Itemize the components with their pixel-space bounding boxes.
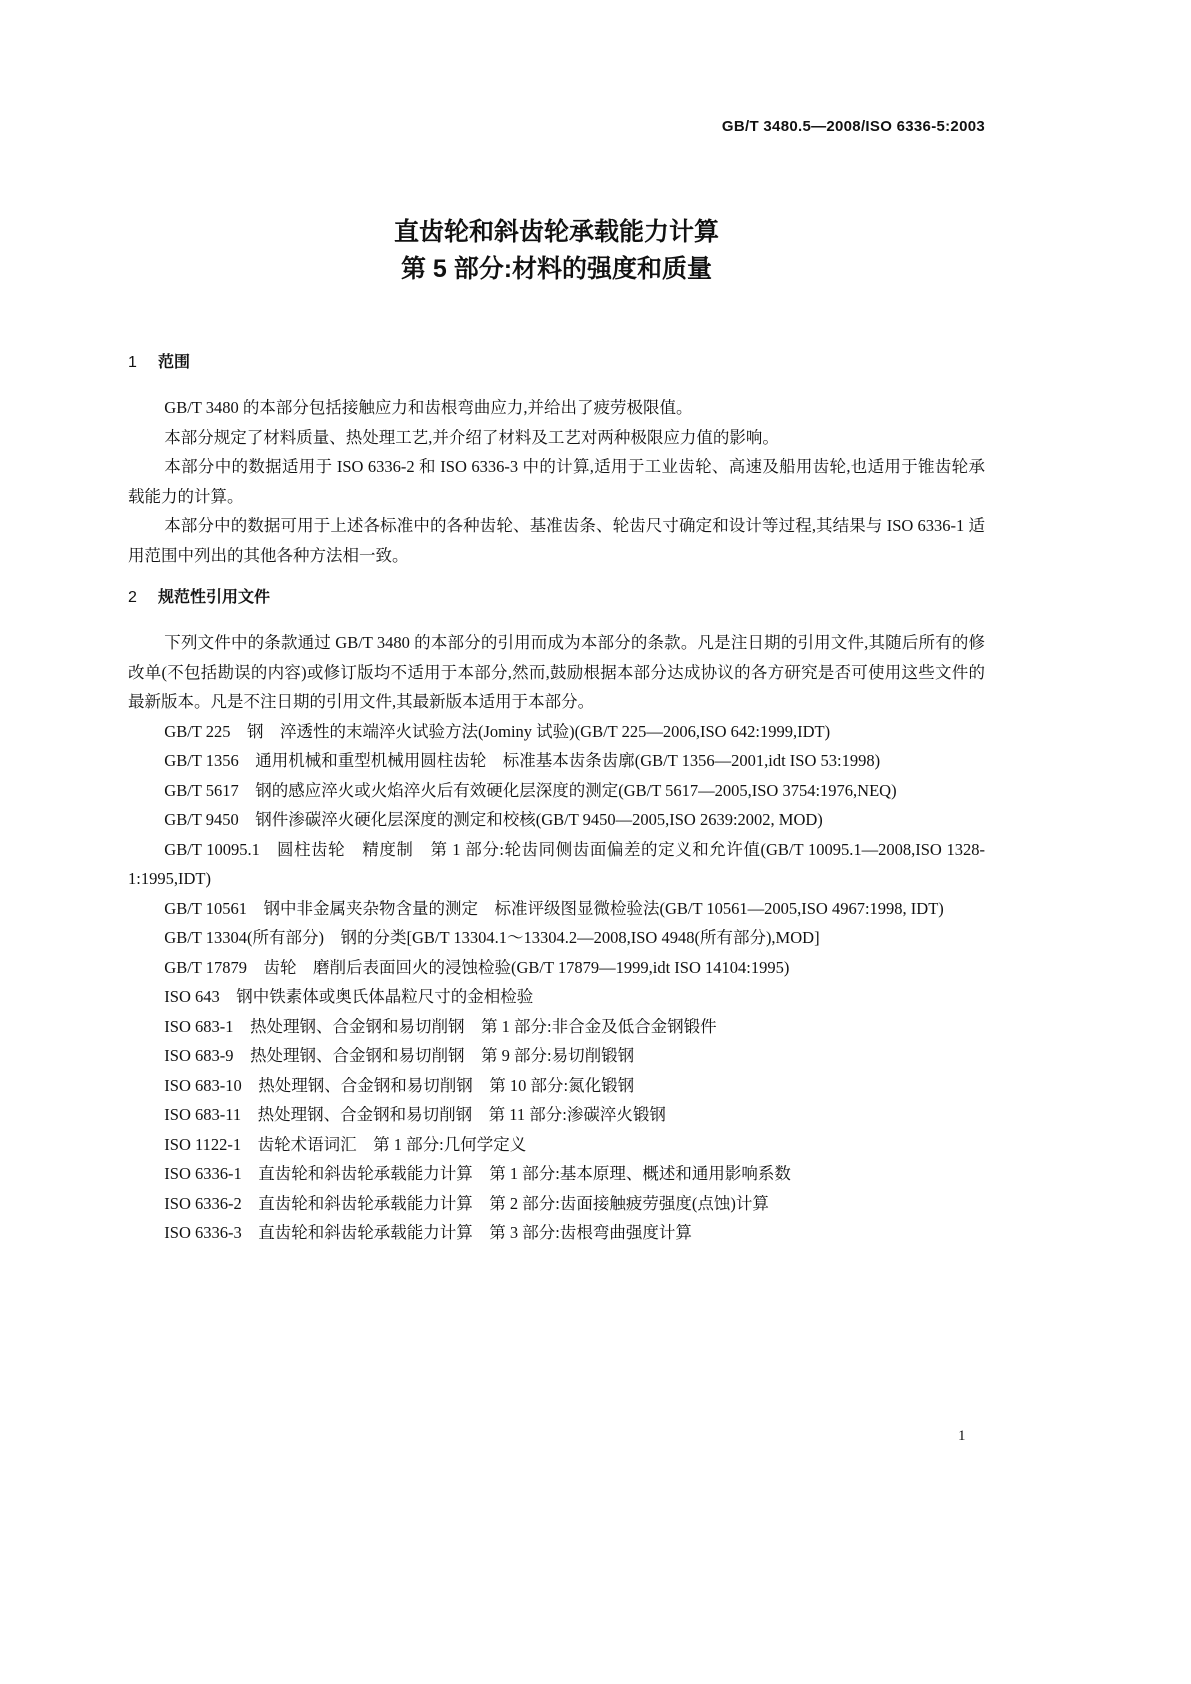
reference-title: 直齿轮和斜齿轮承载能力计算 第 3 部分:齿根弯曲强度计算 (258, 1223, 692, 1242)
document-header: GB/T 3480.5—2008/ISO 6336-5:2003 (721, 118, 985, 135)
reference-code: GB/T 1356 (164, 751, 239, 770)
title-line-1: 直齿轮和斜齿轮承载能力计算 (393, 218, 719, 246)
reference-item (128, 953, 985, 983)
reference-code: ISO 6336-2 (164, 1193, 242, 1213)
reference-code: ISO 643 (164, 987, 220, 1006)
reference-code: ISO 683-11 (164, 1105, 242, 1124)
title-line-2: 第 5 部分:材料的强度和质量 (400, 255, 713, 283)
reference-item (128, 1218, 985, 1248)
reference-title: 直齿轮和斜齿轮承载能力计算 第 1 部分:基本原理、概述和通用影响系数 (258, 1164, 791, 1183)
section-title: 范围 (158, 354, 191, 371)
reference-title: 直齿轮和斜齿轮承载能力计算 第 2 部分:齿面接触疲劳强度(点蚀)计算 (258, 1193, 769, 1213)
paragraph: 本部分中的数据适用于 ISO 6336-2 和 ISO 6336-3 中的计算,适用于工业齿轮、高速及船用齿轮,也适用于锥齿轮承载能力的计算。 (128, 457, 985, 506)
reference-title: 热处理钢、合金钢和易切削钢 第 10 部分:氮化锻钢 (258, 1075, 635, 1095)
section-2-heading (128, 583, 985, 613)
reference-item (128, 894, 985, 924)
reference-code: ISO 6336-3 (164, 1223, 242, 1242)
reference-item (128, 717, 985, 747)
reference-code: ISO 683-10 (164, 1075, 242, 1095)
section-number: 2 (128, 589, 137, 606)
reference-item (128, 1159, 985, 1189)
reference-item (128, 746, 985, 776)
reference-list (128, 717, 985, 1248)
reference-code: ISO 683-9 (164, 1046, 234, 1065)
reference-item (128, 1130, 985, 1160)
reference-item (128, 1041, 985, 1071)
reference-title: 热处理钢、合金钢和易切削钢 第 9 部分:易切削锻钢 (250, 1046, 635, 1065)
reference-code: ISO 683-1 (164, 1016, 234, 1036)
reference-code: GB/T 13304(所有部分) (164, 928, 324, 947)
reference-title: 通用机械和重型机械用圆柱齿轮 标准基本齿条齿廓(GB/T 1356—2001,idt ISO 53:1998) (255, 751, 881, 770)
page-number: 1 (958, 1428, 966, 1444)
reference-item (128, 923, 985, 953)
paragraph: 本部分规定了材料质量、热处理工艺,并介绍了材料及工艺对两种极限应力值的影响。 (164, 427, 779, 447)
reference-item (128, 1012, 985, 1042)
reference-title: 钢的感应淬火或火焰淬火后有效硬化层深度的测定(GB/T 5617—2005,ISO 3754:1976,NEQ) (255, 780, 897, 800)
section-1-heading (128, 348, 985, 378)
reference-code: GB/T 9450 (164, 810, 239, 829)
reference-title: 齿轮术语词汇 第 1 部分:几何学定义 (257, 1134, 527, 1154)
paragraph: GB/T 3480 的本部分包括接触应力和齿根弯曲应力,并给出了疲劳极限值。 (164, 398, 693, 417)
reference-title: 热处理钢、合金钢和易切削钢 第 11 部分:渗碳淬火锻钢 (257, 1105, 666, 1124)
section-number: 1 (128, 354, 137, 371)
document-title (128, 214, 985, 288)
reference-title: 钢件渗碳淬火硬化层深度的测定和校核(GB/T 9450—2005,ISO 2639:2002, MOD) (255, 810, 823, 829)
reference-code: GB/T 225 (164, 721, 231, 741)
section-1-body (128, 393, 985, 570)
paragraph: 下列文件中的条款通过 GB/T 3480 的本部分的引用而成为本部分的条款。凡是注日期的引用文件,其随后所有的修改单(不包括勘误的内容)或修订版均不适用于本部分,然而,鼓励根据本部分达成协议的各方研究是否可使用这些文件的最新版本。凡是不注日期的引用文件,其最新版本适用于本部分。 (128, 633, 985, 711)
reference-title: 圆柱齿轮 精度制 第 1 部分:轮齿同侧齿面偏差的定义和允许值(GB/T 10095.1—2008,ISO 1328-1:1995,IDT) (128, 839, 985, 888)
reference-item (128, 835, 985, 894)
section-2-body (128, 628, 985, 1248)
reference-title: 齿轮 磨削后表面回火的浸蚀检验(GB/T 17879—1999,idt ISO 14104:1995) (263, 957, 790, 977)
reference-item (128, 982, 985, 1012)
reference-title: 钢的分类[GB/T 13304.1～13304.2—2008,ISO 4948(所有部分),MOD] (340, 928, 820, 947)
reference-item (128, 1189, 985, 1219)
reference-title: 钢 淬透性的末端淬火试验方法(Jominy 试验)(GB/T 225—2006,ISO 642:1999,IDT) (246, 721, 831, 741)
reference-item (128, 805, 985, 835)
paragraph: 本部分中的数据可用于上述各标准中的各种齿轮、基准齿条、轮齿尺寸确定和设计等过程,其结果与 ISO 6336-1 适用范围中列出的其他各种方法相一致。 (128, 516, 985, 565)
reference-item (128, 1100, 985, 1130)
reference-title: 钢中铁素体或奥氏体晶粒尺寸的金相检验 (236, 987, 534, 1006)
reference-code: GB/T 17879 (164, 957, 247, 977)
reference-title: 热处理钢、合金钢和易切削钢 第 1 部分:非合金及低合金钢锻件 (250, 1016, 717, 1036)
reference-code: GB/T 10095.1 (164, 839, 260, 859)
reference-code: ISO 1122-1 (164, 1134, 242, 1154)
reference-code: GB/T 5617 (164, 780, 239, 800)
reference-code: ISO 6336-1 (164, 1164, 242, 1183)
reference-title: 钢中非金属夹杂物含量的测定 标准评级图显微检验法(GB/T 10561—2005,ISO 4967:1998, IDT) (263, 898, 944, 918)
reference-item (128, 776, 985, 806)
reference-code: GB/T 10561 (164, 898, 247, 918)
section-title: 规范性引用文件 (158, 589, 271, 606)
reference-item (128, 1071, 985, 1101)
